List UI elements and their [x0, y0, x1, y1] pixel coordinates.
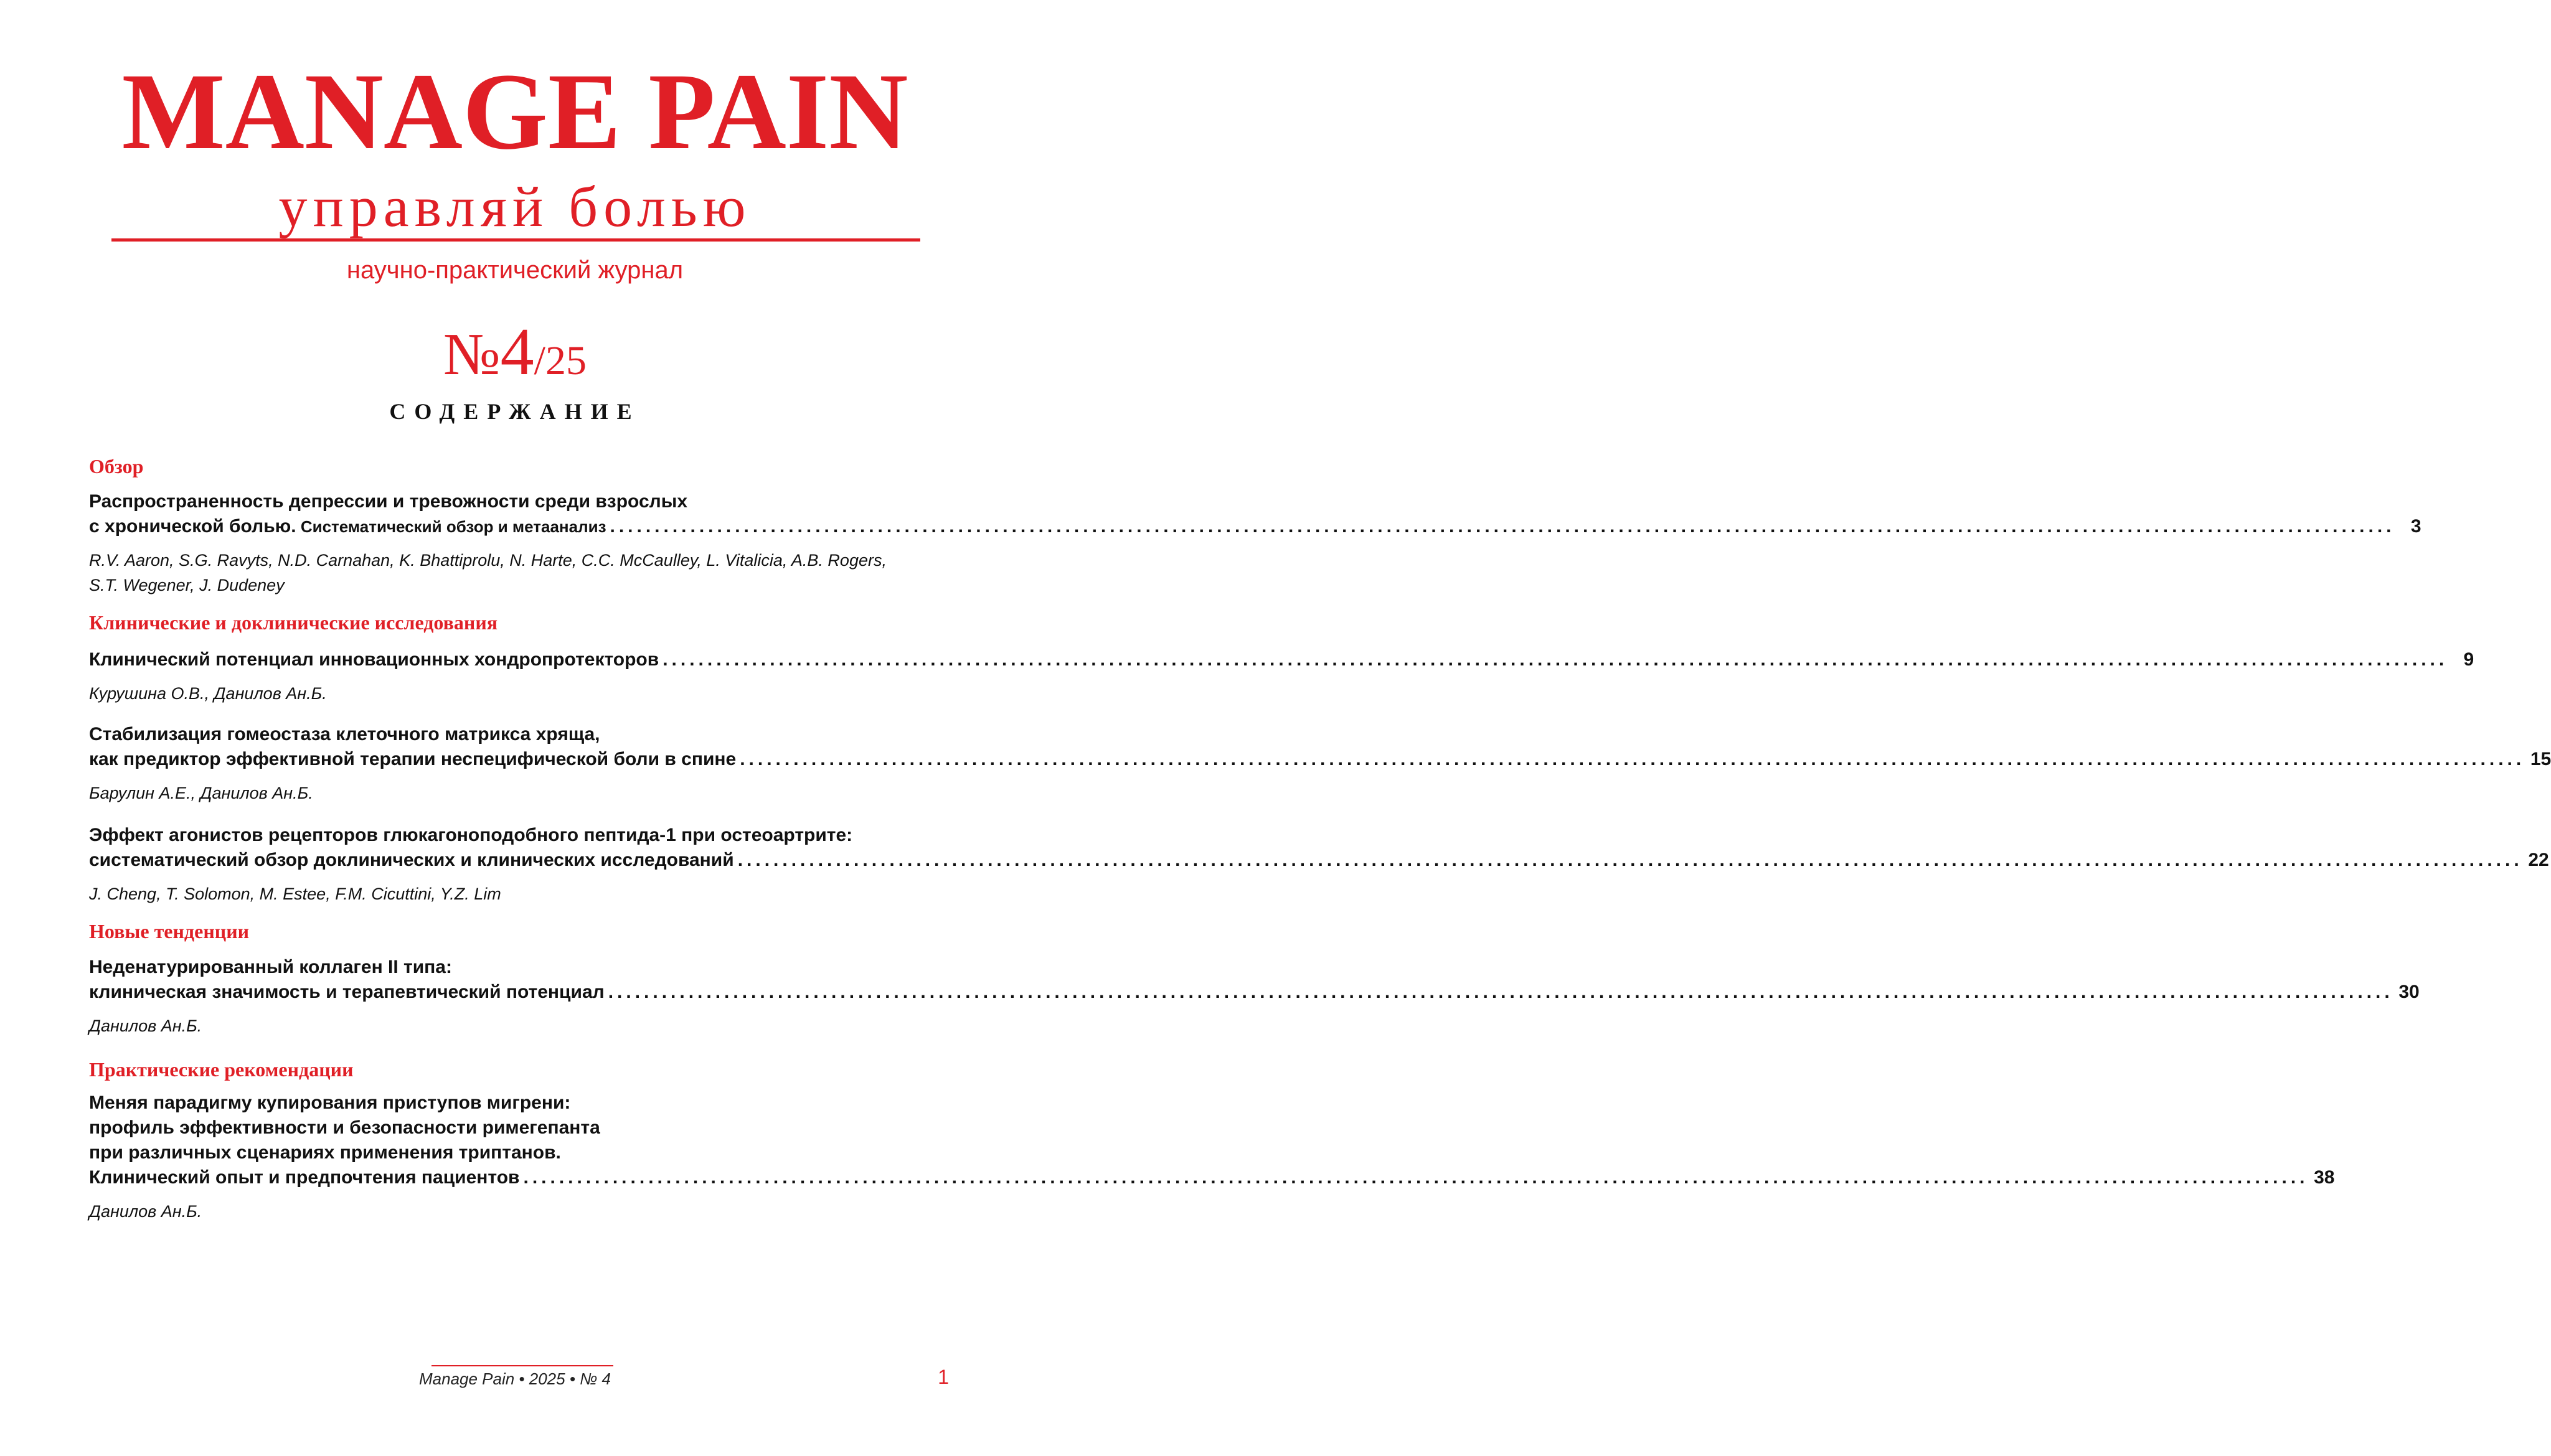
leader-dots: ........................................................................................................................................................................................................ — [610, 516, 2395, 537]
contents-heading: СОДЕРЖАНИЕ — [389, 399, 641, 424]
entry-title-last — [89, 980, 2420, 1005]
running-footer: Manage Pain • 2025 • № 4 — [418, 1369, 611, 1388]
issue-num: 4 — [500, 315, 534, 389]
toc-entry[interactable] — [89, 955, 2420, 1038]
issue-year: /25 — [534, 338, 587, 383]
entry-title-text: как предиктор эффективной терапии неспецифической боли в спине — [89, 749, 737, 769]
section-title: Практические рекомендации — [89, 1058, 354, 1081]
entry-title-text: клиническая значимость и терапевтический потенциал — [89, 982, 605, 1002]
entry-authors — [89, 1199, 946, 1224]
issue-prefix: № — [443, 321, 501, 387]
entry-authors — [89, 548, 946, 598]
entry-title-line: Распространенность депрессии и тревожности среди взрослых — [89, 491, 688, 512]
leader-dots: ........................................................................................................................................................................................................ — [740, 749, 2525, 769]
masthead — [0, 51, 1030, 238]
authors-line: Данилов Ан.Б. — [89, 1202, 202, 1221]
toc-entry[interactable] — [89, 1091, 2335, 1224]
section-title: Клинические и доклинические исследования — [89, 611, 498, 634]
section-title: Новые тенденции — [89, 920, 250, 942]
authors-line: S.T. Wegener, J. Dudeney — [89, 576, 285, 594]
page-number: 1 — [938, 1366, 949, 1388]
entry-page-number: 15 — [2530, 749, 2551, 769]
entry-title-line: Неденатурированный коллаген II типа: — [89, 957, 452, 977]
journal-subtitle: научно-практический журнал — [346, 256, 684, 284]
entry-authors — [89, 681, 946, 706]
entry-authors — [89, 1013, 946, 1038]
toc-entry[interactable] — [89, 489, 2421, 598]
authors-line: Данилов Ан.Б. — [89, 1017, 202, 1035]
entry-title-subtext: Систематический обзор и метаанализ — [296, 517, 606, 536]
entry-title-last — [89, 848, 2549, 873]
entry-title-line: Меняя парадигму купирования приступов мигрени: — [89, 1092, 571, 1113]
entry-title-last — [89, 747, 2551, 772]
entry-authors — [89, 781, 946, 805]
entry-page-number: 3 — [2410, 516, 2421, 537]
issue-number — [0, 314, 1030, 391]
leader-dots: ........................................................................................................................................................................................................ — [523, 1167, 2309, 1188]
entry-title-last — [89, 514, 2421, 539]
entry-authors — [89, 881, 946, 906]
authors-line: J. Cheng, T. Solomon, M. Estee, F.M. Cicuttini, Y.Z. Lim — [89, 885, 501, 903]
toc-entry[interactable] — [89, 722, 2551, 805]
authors-line: R.V. Aaron, S.G. Ravyts, N.D. Carnahan, K. Bhattiprolu, N. Harte, C.C. McCaulley, L. Vitalicia, A.B. Rogers, — [89, 551, 887, 570]
entry-page-number: 22 — [2528, 850, 2549, 870]
entry-title-last — [89, 1165, 2335, 1190]
entry-page-number: 38 — [2314, 1167, 2335, 1188]
journal-title: MANAGE PAIN — [121, 51, 908, 172]
section-title: Обзор — [89, 455, 144, 477]
footer-divider — [431, 1365, 613, 1366]
entry-title-line: профиль эффективности и безопасности римегепанта — [89, 1117, 600, 1138]
leader-dots: ........................................................................................................................................................................................................ — [608, 982, 2393, 1002]
entry-page-number: 9 — [2463, 649, 2474, 670]
entry-page-number: 30 — [2398, 982, 2420, 1002]
entry-title-line: Стабилизация гомеостаза клеточного матрикса хряща, — [89, 724, 600, 744]
entry-title-line: Эффект агонистов рецепторов глюкагоноподобного пептида-1 при остеоартрите: — [89, 825, 853, 845]
journal-title-russian: управляй болью — [278, 175, 752, 238]
entry-title-text: с хронической болью. — [89, 516, 296, 537]
authors-line: Барулин А.Е., Данилов Ан.Б. — [89, 784, 313, 802]
authors-line: Курушина О.В., Данилов Ан.Б. — [89, 684, 327, 703]
entry-title-text: систематический обзор доклинических и клинических исследований — [89, 850, 734, 870]
entry-title-text: Клинический опыт и предпочтения пациентов — [89, 1167, 520, 1188]
leader-dots: ........................................................................................................................................................................................................ — [737, 850, 2523, 870]
entry-title-text: Клинический потенциал инновационных хондропротекторов — [89, 649, 659, 670]
toc-entry[interactable] — [89, 647, 2474, 706]
entry-title-last — [89, 647, 2474, 672]
entry-title-line: при различных сценариях применения триптанов. — [89, 1142, 561, 1163]
leader-dots: ........................................................................................................................................................................................................ — [663, 649, 2448, 670]
title-divider — [111, 238, 920, 242]
toc-entry[interactable] — [89, 823, 2549, 906]
